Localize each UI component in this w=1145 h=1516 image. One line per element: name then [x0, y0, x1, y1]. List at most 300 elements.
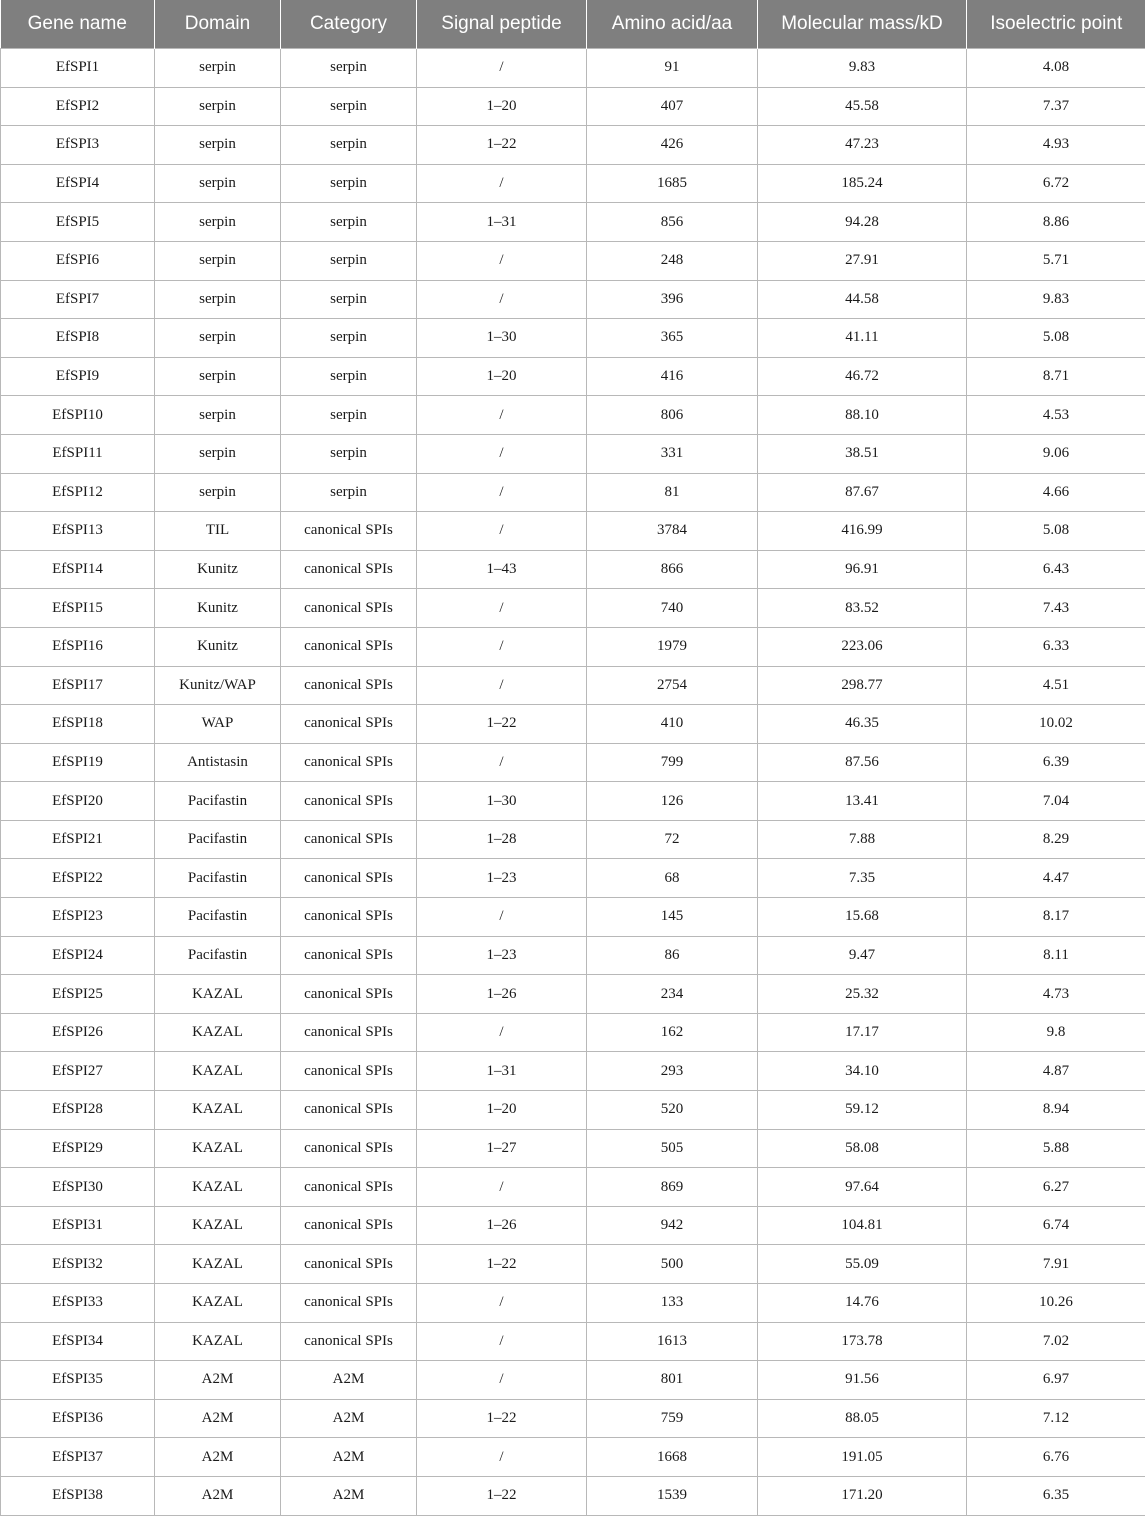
cell-signal-peptide: / — [417, 743, 587, 782]
cell-domain: Kunitz — [155, 550, 281, 589]
cell-isoelectric-point: 8.71 — [967, 357, 1145, 396]
cell-isoelectric-point: 6.74 — [967, 1206, 1145, 1245]
cell-gene-name: EfSPI1 — [1, 49, 155, 88]
cell-category: A2M — [281, 1361, 417, 1400]
cell-gene-name: EfSPI7 — [1, 280, 155, 319]
cell-gene-name: EfSPI4 — [1, 164, 155, 203]
cell-isoelectric-point: 7.91 — [967, 1245, 1145, 1284]
cell-molecular-mass: 45.58 — [758, 87, 967, 126]
cell-domain: Pacifastin — [155, 820, 281, 859]
table-row — [1, 241, 1145, 280]
table-row — [1, 1322, 1145, 1361]
cell-signal-peptide: 1–20 — [417, 1091, 587, 1130]
cell-signal-peptide: 1–22 — [417, 1399, 587, 1438]
cell-domain: KAZAL — [155, 1245, 281, 1284]
table-row — [1, 1438, 1145, 1477]
cell-category: canonical SPIs — [281, 820, 417, 859]
cell-amino-acid: 1979 — [587, 627, 758, 666]
cell-signal-peptide: 1–27 — [417, 1129, 587, 1168]
cell-isoelectric-point: 6.39 — [967, 743, 1145, 782]
cell-category: canonical SPIs — [281, 782, 417, 821]
cell-category: serpin — [281, 164, 417, 203]
cell-domain: serpin — [155, 203, 281, 242]
cell-amino-acid: 799 — [587, 743, 758, 782]
cell-gene-name: EfSPI32 — [1, 1245, 155, 1284]
cell-domain: KAZAL — [155, 1052, 281, 1091]
cell-amino-acid: 133 — [587, 1284, 758, 1323]
table-row — [1, 126, 1145, 165]
header-molecular-mass: Molecular mass/kD — [758, 0, 967, 49]
cell-category: serpin — [281, 434, 417, 473]
cell-signal-peptide: 1–20 — [417, 357, 587, 396]
cell-category: canonical SPIs — [281, 1129, 417, 1168]
cell-molecular-mass: 25.32 — [758, 975, 967, 1014]
cell-isoelectric-point: 6.76 — [967, 1438, 1145, 1477]
cell-molecular-mass: 185.24 — [758, 164, 967, 203]
cell-molecular-mass: 9.83 — [758, 49, 967, 88]
cell-amino-acid: 2754 — [587, 666, 758, 705]
cell-amino-acid: 866 — [587, 550, 758, 589]
table-row — [1, 743, 1145, 782]
cell-gene-name: EfSPI12 — [1, 473, 155, 512]
header-gene-name: Gene name — [1, 0, 155, 49]
cell-gene-name: EfSPI15 — [1, 589, 155, 628]
cell-amino-acid: 248 — [587, 241, 758, 280]
cell-domain: Kunitz — [155, 589, 281, 628]
cell-gene-name: EfSPI10 — [1, 396, 155, 435]
table-header — [1, 0, 1145, 49]
cell-amino-acid: 1668 — [587, 1438, 758, 1477]
cell-isoelectric-point: 4.47 — [967, 859, 1145, 898]
table-row — [1, 1052, 1145, 1091]
cell-domain: serpin — [155, 319, 281, 358]
cell-category: canonical SPIs — [281, 589, 417, 628]
cell-gene-name: EfSPI24 — [1, 936, 155, 975]
cell-molecular-mass: 55.09 — [758, 1245, 967, 1284]
cell-domain: KAZAL — [155, 1168, 281, 1207]
cell-category: serpin — [281, 203, 417, 242]
header-isoelectric-point: Isoelectric point — [967, 0, 1145, 49]
cell-gene-name: EfSPI9 — [1, 357, 155, 396]
cell-domain: A2M — [155, 1476, 281, 1515]
cell-signal-peptide: / — [417, 396, 587, 435]
cell-isoelectric-point: 4.51 — [967, 666, 1145, 705]
cell-isoelectric-point: 7.04 — [967, 782, 1145, 821]
cell-domain: Pacifastin — [155, 782, 281, 821]
cell-gene-name: EfSPI16 — [1, 627, 155, 666]
cell-isoelectric-point: 10.26 — [967, 1284, 1145, 1323]
cell-amino-acid: 407 — [587, 87, 758, 126]
cell-gene-name: EfSPI21 — [1, 820, 155, 859]
table-row — [1, 319, 1145, 358]
cell-domain: KAZAL — [155, 1129, 281, 1168]
cell-molecular-mass: 38.51 — [758, 434, 967, 473]
cell-category: canonical SPIs — [281, 1206, 417, 1245]
cell-domain: serpin — [155, 434, 281, 473]
table-row — [1, 1206, 1145, 1245]
cell-isoelectric-point: 7.37 — [967, 87, 1145, 126]
cell-domain: Antistasin — [155, 743, 281, 782]
cell-signal-peptide: / — [417, 241, 587, 280]
cell-molecular-mass: 87.56 — [758, 743, 967, 782]
cell-gene-name: EfSPI14 — [1, 550, 155, 589]
cell-domain: serpin — [155, 164, 281, 203]
cell-signal-peptide: 1–20 — [417, 87, 587, 126]
cell-signal-peptide: / — [417, 164, 587, 203]
cell-amino-acid: 505 — [587, 1129, 758, 1168]
cell-gene-name: EfSPI28 — [1, 1091, 155, 1130]
cell-molecular-mass: 83.52 — [758, 589, 967, 628]
cell-gene-name: EfSPI13 — [1, 512, 155, 551]
cell-isoelectric-point: 4.08 — [967, 49, 1145, 88]
cell-amino-acid: 942 — [587, 1206, 758, 1245]
cell-signal-peptide: 1–31 — [417, 1052, 587, 1091]
cell-domain: KAZAL — [155, 1284, 281, 1323]
cell-molecular-mass: 44.58 — [758, 280, 967, 319]
cell-signal-peptide: 1–28 — [417, 820, 587, 859]
cell-molecular-mass: 34.10 — [758, 1052, 967, 1091]
cell-domain: serpin — [155, 473, 281, 512]
cell-category: canonical SPIs — [281, 705, 417, 744]
cell-signal-peptide: 1–26 — [417, 1206, 587, 1245]
cell-signal-peptide: 1–22 — [417, 1476, 587, 1515]
cell-amino-acid: 856 — [587, 203, 758, 242]
cell-isoelectric-point: 4.53 — [967, 396, 1145, 435]
cell-category: canonical SPIs — [281, 936, 417, 975]
table-row — [1, 473, 1145, 512]
table-row — [1, 898, 1145, 937]
cell-amino-acid: 806 — [587, 396, 758, 435]
table-row — [1, 627, 1145, 666]
cell-isoelectric-point: 4.93 — [967, 126, 1145, 165]
cell-signal-peptide: / — [417, 1361, 587, 1400]
cell-amino-acid: 81 — [587, 473, 758, 512]
cell-gene-name: EfSPI30 — [1, 1168, 155, 1207]
cell-molecular-mass: 91.56 — [758, 1361, 967, 1400]
cell-isoelectric-point: 9.8 — [967, 1013, 1145, 1052]
cell-gene-name: EfSPI5 — [1, 203, 155, 242]
cell-category: serpin — [281, 280, 417, 319]
cell-isoelectric-point: 10.02 — [967, 705, 1145, 744]
cell-isoelectric-point: 6.43 — [967, 550, 1145, 589]
cell-domain: Pacifastin — [155, 898, 281, 937]
cell-isoelectric-point: 7.02 — [967, 1322, 1145, 1361]
cell-amino-acid: 1539 — [587, 1476, 758, 1515]
cell-category: serpin — [281, 241, 417, 280]
cell-amino-acid: 234 — [587, 975, 758, 1014]
cell-category: serpin — [281, 87, 417, 126]
cell-isoelectric-point: 8.29 — [967, 820, 1145, 859]
cell-signal-peptide: 1–30 — [417, 782, 587, 821]
cell-molecular-mass: 104.81 — [758, 1206, 967, 1245]
cell-molecular-mass: 27.91 — [758, 241, 967, 280]
cell-category: serpin — [281, 357, 417, 396]
cell-amino-acid: 365 — [587, 319, 758, 358]
cell-domain: TIL — [155, 512, 281, 551]
table-row — [1, 782, 1145, 821]
cell-amino-acid: 426 — [587, 126, 758, 165]
cell-isoelectric-point: 4.73 — [967, 975, 1145, 1014]
table-body — [1, 49, 1145, 1516]
cell-molecular-mass: 46.72 — [758, 357, 967, 396]
cell-amino-acid: 416 — [587, 357, 758, 396]
table-row — [1, 1168, 1145, 1207]
cell-category: serpin — [281, 126, 417, 165]
cell-molecular-mass: 47.23 — [758, 126, 967, 165]
cell-category: canonical SPIs — [281, 1013, 417, 1052]
cell-gene-name: EfSPI29 — [1, 1129, 155, 1168]
cell-gene-name: EfSPI35 — [1, 1361, 155, 1400]
table-row — [1, 280, 1145, 319]
cell-domain: serpin — [155, 241, 281, 280]
cell-isoelectric-point: 8.86 — [967, 203, 1145, 242]
cell-category: serpin — [281, 319, 417, 358]
cell-category: canonical SPIs — [281, 1168, 417, 1207]
table-row — [1, 550, 1145, 589]
cell-amino-acid: 1613 — [587, 1322, 758, 1361]
cell-category: canonical SPIs — [281, 1052, 417, 1091]
cell-amino-acid: 801 — [587, 1361, 758, 1400]
table-row — [1, 49, 1145, 88]
cell-molecular-mass: 58.08 — [758, 1129, 967, 1168]
table-row — [1, 936, 1145, 975]
cell-category: canonical SPIs — [281, 898, 417, 937]
cell-domain: A2M — [155, 1399, 281, 1438]
table-row — [1, 1399, 1145, 1438]
cell-gene-name: EfSPI25 — [1, 975, 155, 1014]
table-row — [1, 705, 1145, 744]
header-amino-acid: Amino acid/aa — [587, 0, 758, 49]
cell-molecular-mass: 15.68 — [758, 898, 967, 937]
cell-domain: Kunitz/WAP — [155, 666, 281, 705]
cell-category: serpin — [281, 396, 417, 435]
table-row — [1, 975, 1145, 1014]
table-row — [1, 1476, 1145, 1515]
cell-domain: Pacifastin — [155, 936, 281, 975]
cell-isoelectric-point: 4.87 — [967, 1052, 1145, 1091]
cell-molecular-mass: 46.35 — [758, 705, 967, 744]
cell-amino-acid: 759 — [587, 1399, 758, 1438]
table-row — [1, 357, 1145, 396]
cell-amino-acid: 126 — [587, 782, 758, 821]
cell-gene-name: EfSPI22 — [1, 859, 155, 898]
cell-amino-acid: 293 — [587, 1052, 758, 1091]
cell-domain: serpin — [155, 49, 281, 88]
cell-amino-acid: 331 — [587, 434, 758, 473]
cell-domain: serpin — [155, 126, 281, 165]
cell-gene-name: EfSPI19 — [1, 743, 155, 782]
cell-isoelectric-point: 9.83 — [967, 280, 1145, 319]
cell-domain: Pacifastin — [155, 859, 281, 898]
cell-molecular-mass: 7.35 — [758, 859, 967, 898]
cell-gene-name: EfSPI33 — [1, 1284, 155, 1323]
cell-signal-peptide: / — [417, 1438, 587, 1477]
cell-isoelectric-point: 6.33 — [967, 627, 1145, 666]
cell-domain: serpin — [155, 87, 281, 126]
cell-molecular-mass: 97.64 — [758, 1168, 967, 1207]
cell-gene-name: EfSPI26 — [1, 1013, 155, 1052]
cell-signal-peptide: 1–22 — [417, 126, 587, 165]
cell-category: serpin — [281, 49, 417, 88]
cell-isoelectric-point: 7.12 — [967, 1399, 1145, 1438]
cell-gene-name: EfSPI18 — [1, 705, 155, 744]
cell-isoelectric-point: 8.11 — [967, 936, 1145, 975]
cell-domain: KAZAL — [155, 975, 281, 1014]
cell-molecular-mass: 191.05 — [758, 1438, 967, 1477]
cell-category: canonical SPIs — [281, 859, 417, 898]
cell-gene-name: EfSPI20 — [1, 782, 155, 821]
cell-signal-peptide: / — [417, 434, 587, 473]
cell-isoelectric-point: 6.97 — [967, 1361, 1145, 1400]
cell-domain: KAZAL — [155, 1013, 281, 1052]
cell-molecular-mass: 59.12 — [758, 1091, 967, 1130]
cell-gene-name: EfSPI23 — [1, 898, 155, 937]
cell-gene-name: EfSPI17 — [1, 666, 155, 705]
cell-signal-peptide: / — [417, 473, 587, 512]
cell-domain: Kunitz — [155, 627, 281, 666]
cell-molecular-mass: 9.47 — [758, 936, 967, 975]
cell-signal-peptide: / — [417, 589, 587, 628]
cell-isoelectric-point: 8.94 — [967, 1091, 1145, 1130]
table-row — [1, 666, 1145, 705]
cell-isoelectric-point: 9.06 — [967, 434, 1145, 473]
cell-amino-acid: 72 — [587, 820, 758, 859]
cell-amino-acid: 410 — [587, 705, 758, 744]
cell-molecular-mass: 87.67 — [758, 473, 967, 512]
cell-amino-acid: 162 — [587, 1013, 758, 1052]
header-category: Category — [281, 0, 417, 49]
cell-domain: serpin — [155, 396, 281, 435]
cell-molecular-mass: 171.20 — [758, 1476, 967, 1515]
cell-gene-name: EfSPI37 — [1, 1438, 155, 1477]
cell-signal-peptide: 1–22 — [417, 1245, 587, 1284]
cell-isoelectric-point: 5.71 — [967, 241, 1145, 280]
table-row — [1, 512, 1145, 551]
cell-signal-peptide: / — [417, 49, 587, 88]
cell-molecular-mass: 96.91 — [758, 550, 967, 589]
table-row — [1, 859, 1145, 898]
cell-category: canonical SPIs — [281, 512, 417, 551]
cell-category: serpin — [281, 473, 417, 512]
cell-amino-acid: 86 — [587, 936, 758, 975]
header-row — [1, 0, 1145, 49]
cell-signal-peptide: 1–22 — [417, 705, 587, 744]
cell-isoelectric-point: 5.08 — [967, 319, 1145, 358]
cell-amino-acid: 68 — [587, 859, 758, 898]
cell-amino-acid: 869 — [587, 1168, 758, 1207]
cell-amino-acid: 396 — [587, 280, 758, 319]
table-row — [1, 1091, 1145, 1130]
cell-category: canonical SPIs — [281, 666, 417, 705]
cell-amino-acid: 91 — [587, 49, 758, 88]
cell-category: canonical SPIs — [281, 1322, 417, 1361]
cell-gene-name: EfSPI2 — [1, 87, 155, 126]
cell-category: canonical SPIs — [281, 1284, 417, 1323]
cell-gene-name: EfSPI34 — [1, 1322, 155, 1361]
cell-amino-acid: 520 — [587, 1091, 758, 1130]
cell-signal-peptide: 1–23 — [417, 859, 587, 898]
table-row — [1, 589, 1145, 628]
cell-gene-name: EfSPI6 — [1, 241, 155, 280]
cell-signal-peptide: / — [417, 627, 587, 666]
cell-signal-peptide: / — [417, 1168, 587, 1207]
cell-isoelectric-point: 4.66 — [967, 473, 1145, 512]
cell-signal-peptide: / — [417, 512, 587, 551]
cell-signal-peptide: / — [417, 280, 587, 319]
cell-category: A2M — [281, 1438, 417, 1477]
cell-signal-peptide: 1–30 — [417, 319, 587, 358]
cell-gene-name: EfSPI11 — [1, 434, 155, 473]
cell-domain: KAZAL — [155, 1091, 281, 1130]
header-signal-peptide: Signal peptide — [417, 0, 587, 49]
cell-amino-acid: 145 — [587, 898, 758, 937]
cell-category: canonical SPIs — [281, 627, 417, 666]
cell-isoelectric-point: 6.35 — [967, 1476, 1145, 1515]
table-row — [1, 1129, 1145, 1168]
cell-category: canonical SPIs — [281, 1245, 417, 1284]
table-row — [1, 164, 1145, 203]
table-row — [1, 203, 1145, 242]
cell-molecular-mass: 13.41 — [758, 782, 967, 821]
cell-domain: serpin — [155, 357, 281, 396]
cell-signal-peptide: / — [417, 1322, 587, 1361]
cell-gene-name: EfSPI8 — [1, 319, 155, 358]
cell-molecular-mass: 88.10 — [758, 396, 967, 435]
cell-amino-acid: 500 — [587, 1245, 758, 1284]
cell-category: canonical SPIs — [281, 975, 417, 1014]
cell-signal-peptide: 1–31 — [417, 203, 587, 242]
cell-molecular-mass: 17.17 — [758, 1013, 967, 1052]
cell-gene-name: EfSPI3 — [1, 126, 155, 165]
cell-signal-peptide: / — [417, 898, 587, 937]
cell-isoelectric-point: 8.17 — [967, 898, 1145, 937]
cell-amino-acid: 3784 — [587, 512, 758, 551]
table-row — [1, 87, 1145, 126]
cell-molecular-mass: 14.76 — [758, 1284, 967, 1323]
cell-signal-peptide: 1–23 — [417, 936, 587, 975]
cell-signal-peptide: 1–26 — [417, 975, 587, 1014]
cell-category: canonical SPIs — [281, 1091, 417, 1130]
table-row — [1, 1284, 1145, 1323]
cell-isoelectric-point: 5.88 — [967, 1129, 1145, 1168]
cell-domain: KAZAL — [155, 1322, 281, 1361]
cell-signal-peptide: 1–43 — [417, 550, 587, 589]
cell-category: canonical SPIs — [281, 550, 417, 589]
cell-isoelectric-point: 6.72 — [967, 164, 1145, 203]
cell-molecular-mass: 88.05 — [758, 1399, 967, 1438]
cell-gene-name: EfSPI38 — [1, 1476, 155, 1515]
cell-domain: WAP — [155, 705, 281, 744]
table-row — [1, 1013, 1145, 1052]
table-row — [1, 396, 1145, 435]
cell-signal-peptide: / — [417, 1013, 587, 1052]
table-row — [1, 1245, 1145, 1284]
cell-molecular-mass: 7.88 — [758, 820, 967, 859]
cell-isoelectric-point: 5.08 — [967, 512, 1145, 551]
cell-signal-peptide: / — [417, 666, 587, 705]
cell-isoelectric-point: 6.27 — [967, 1168, 1145, 1207]
cell-category: A2M — [281, 1476, 417, 1515]
cell-category: canonical SPIs — [281, 743, 417, 782]
cell-signal-peptide: / — [417, 1284, 587, 1323]
cell-domain: serpin — [155, 280, 281, 319]
table-row — [1, 1361, 1145, 1400]
cell-category: A2M — [281, 1399, 417, 1438]
cell-molecular-mass: 416.99 — [758, 512, 967, 551]
cell-molecular-mass: 173.78 — [758, 1322, 967, 1361]
cell-amino-acid: 740 — [587, 589, 758, 628]
cell-domain: A2M — [155, 1361, 281, 1400]
